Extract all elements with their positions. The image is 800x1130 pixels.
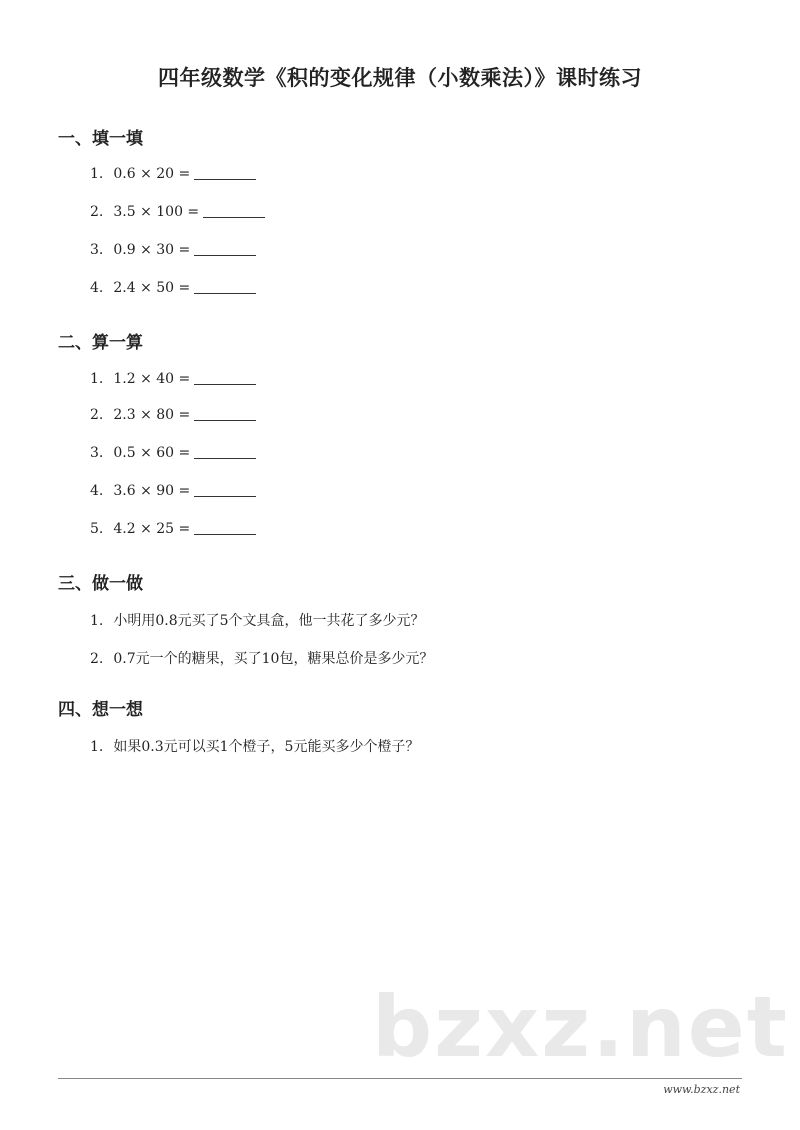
question-text: 0.5 × 60 =	[113, 445, 191, 461]
answer-blank[interactable]	[194, 482, 256, 497]
section-heading-calculate: 二、算一算	[58, 333, 143, 353]
question-item	[90, 736, 419, 756]
question-number: 4.	[90, 280, 104, 296]
question-item	[90, 444, 256, 461]
question-text: 1.2 × 40 =	[113, 371, 191, 387]
question-text: 2.4 × 50 =	[113, 280, 191, 296]
footer-divider	[58, 1078, 742, 1079]
answer-blank[interactable]	[194, 370, 256, 385]
question-number: 2.	[90, 407, 104, 423]
question-number: 2.	[90, 651, 104, 667]
question-item	[90, 165, 256, 182]
answer-blank[interactable]	[194, 165, 256, 180]
answer-blank[interactable]	[194, 279, 256, 294]
question-number: 1.	[90, 166, 104, 182]
answer-blank[interactable]	[194, 241, 256, 256]
answer-blank[interactable]	[194, 406, 256, 421]
section-heading-do: 三、做一做	[58, 574, 143, 594]
question-item	[90, 241, 256, 258]
question-number: 3.	[90, 445, 104, 461]
question-number: 5.	[90, 521, 104, 537]
page-title: 四年级数学《积的变化规律（小数乘法）》课时练习	[158, 65, 642, 90]
question-item	[90, 406, 256, 423]
section-heading-fill: 一、填一填	[58, 129, 143, 149]
question-text: 0.7元一个的糖果，买了10包，糖果总价是多少元？	[113, 651, 434, 667]
question-text: 小明用0.8元买了5个文具盒，他一共花了多少元？	[113, 613, 425, 629]
answer-blank[interactable]	[194, 520, 256, 535]
question-text: 0.6 × 20 =	[113, 166, 191, 182]
question-number: 1.	[90, 613, 104, 629]
question-text: 0.9 × 30 =	[113, 242, 191, 258]
question-number: 2.	[90, 204, 104, 220]
question-item	[90, 610, 425, 630]
question-item	[90, 370, 256, 387]
question-number: 1.	[90, 739, 104, 755]
question-text: 4.2 × 25 =	[113, 521, 191, 537]
watermark: bzxz.net	[372, 978, 789, 1076]
answer-blank[interactable]	[203, 203, 265, 218]
question-number: 3.	[90, 242, 104, 258]
question-text: 2.3 × 80 =	[113, 407, 191, 423]
question-item	[90, 482, 256, 499]
question-item	[90, 648, 433, 668]
question-text: 3.6 × 90 =	[113, 483, 191, 499]
footer-url: www.bzxz.net	[663, 1083, 740, 1096]
question-text: 如果0.3元可以买1个橙子，5元能买多少个橙子？	[113, 739, 420, 755]
question-number: 1.	[90, 371, 104, 387]
question-item	[90, 520, 256, 537]
question-number: 4.	[90, 483, 104, 499]
question-item	[90, 279, 256, 296]
question-text: 3.5 × 100 =	[113, 204, 200, 220]
answer-blank[interactable]	[194, 444, 256, 459]
question-item	[90, 203, 265, 220]
section-heading-think: 四、想一想	[58, 700, 143, 720]
